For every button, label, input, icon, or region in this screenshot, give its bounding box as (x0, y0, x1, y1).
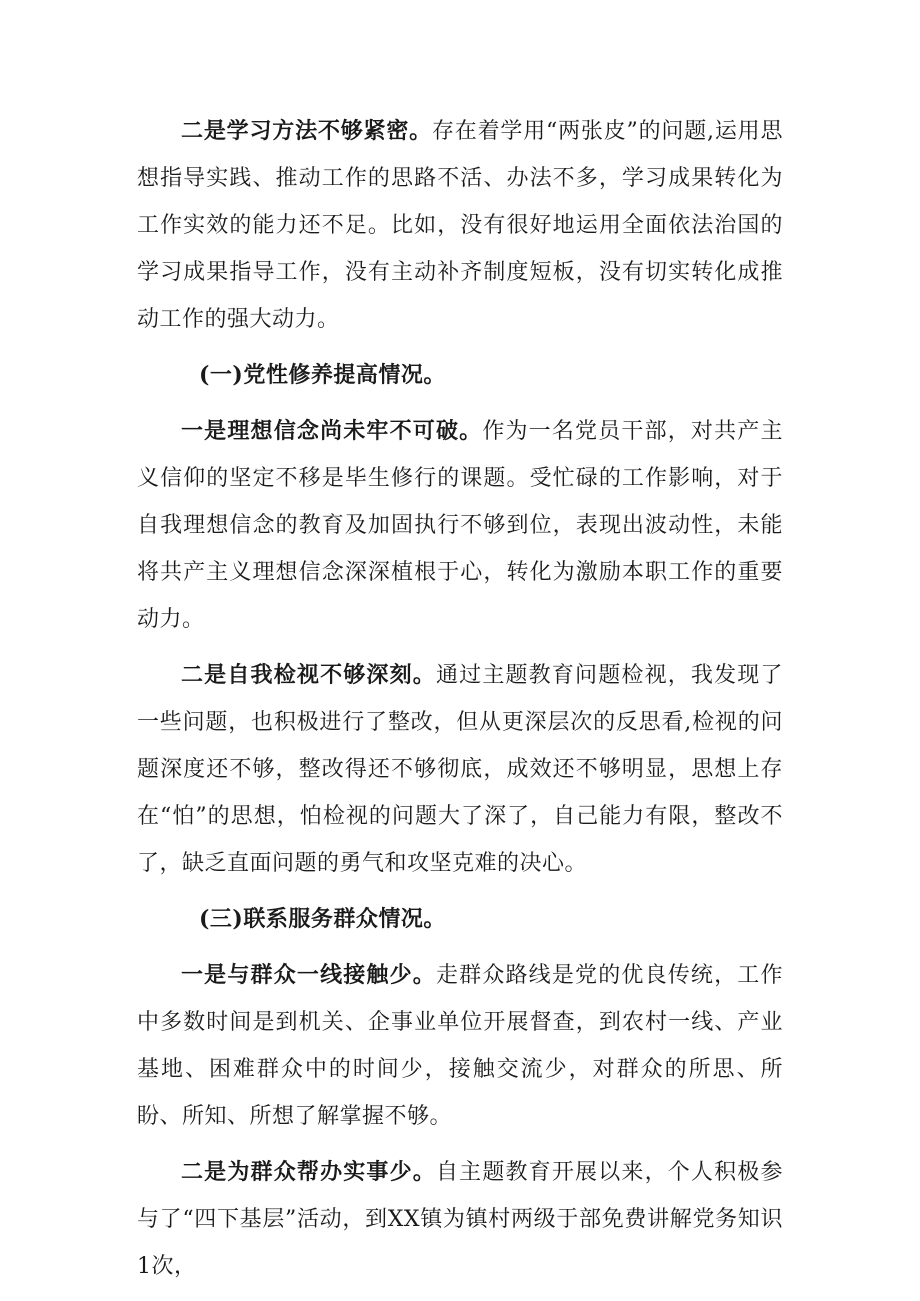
paragraph-ideals-belief (137, 408, 783, 643)
paragraph-text: 存在着学用“两张皮”的问题,运用思想指导实践、推动工作的思路不活、办法不多，学习成果转化为工作实效的能力还不足。比如，没有很好地运用全面依法治国的学习成果指导工作，没有主动补齐制度短板，没有切实转化成推动工作的强大动力。 (137, 119, 783, 332)
paragraph-lead: 一是与群众一线接触少。 (181, 962, 436, 988)
paragraph-text: 自主题教育开展以来，个人积极参与了“四下基层”活动，到XX镇为镇村两级于部免费讲解党务知识1次， (137, 1160, 783, 1279)
paragraph-text: 走群众路线是党的优良传统，工作中多数时间是到机关、企事业单位开展督查，到农村一线、产业基地、困难群众中的时间少，接触交流少，对群众的所思、所盼、所知、所想了解掌握不够。 (137, 963, 783, 1129)
document-body (137, 108, 783, 1299)
paragraph-text: 通过主题教育问题检视，我发现了一些问题，也积极进行了整改，但从更深层次的反思看,检视的问题深度还不够，整改得还不够彻底，成效还不够明显，思想上存在“怕”的思想，怕检视的问题大了深了，自己能力有限，整改不了，缺乏直面问题的勇气和攻坚克难的决心。 (137, 663, 783, 876)
paragraph-practical-matters (137, 1149, 783, 1290)
paragraph-frontline-contact (137, 952, 783, 1140)
section-heading-serving-masses: (三)联系服务群众情况。 (199, 906, 446, 932)
paragraph-lead: 二是为群众帮办实事少。 (181, 1159, 436, 1185)
paragraph-text: 作为一名党员干部，对共产主义信仰的坚定不移是毕生修行的课题。受忙碌的工作影响，对于自我理想信念的教育及加固执行不够到位，表现出波动性，未能将共产主义理想信念深深植根于心，转化为激励本职工作的重要动力。 (137, 419, 783, 632)
paragraph-lead: 二是自我检视不够深刻。 (181, 662, 436, 688)
section-heading-party-spirit: (一)党性修养提高情况。 (199, 362, 446, 388)
paragraph-lead: 二是学习方法不够紧密。 (181, 118, 432, 144)
paragraph-lead: 一是理想信念尚未牢不可破。 (181, 418, 483, 444)
paragraph-self-examination (137, 652, 783, 887)
paragraph-study-method (137, 108, 783, 343)
